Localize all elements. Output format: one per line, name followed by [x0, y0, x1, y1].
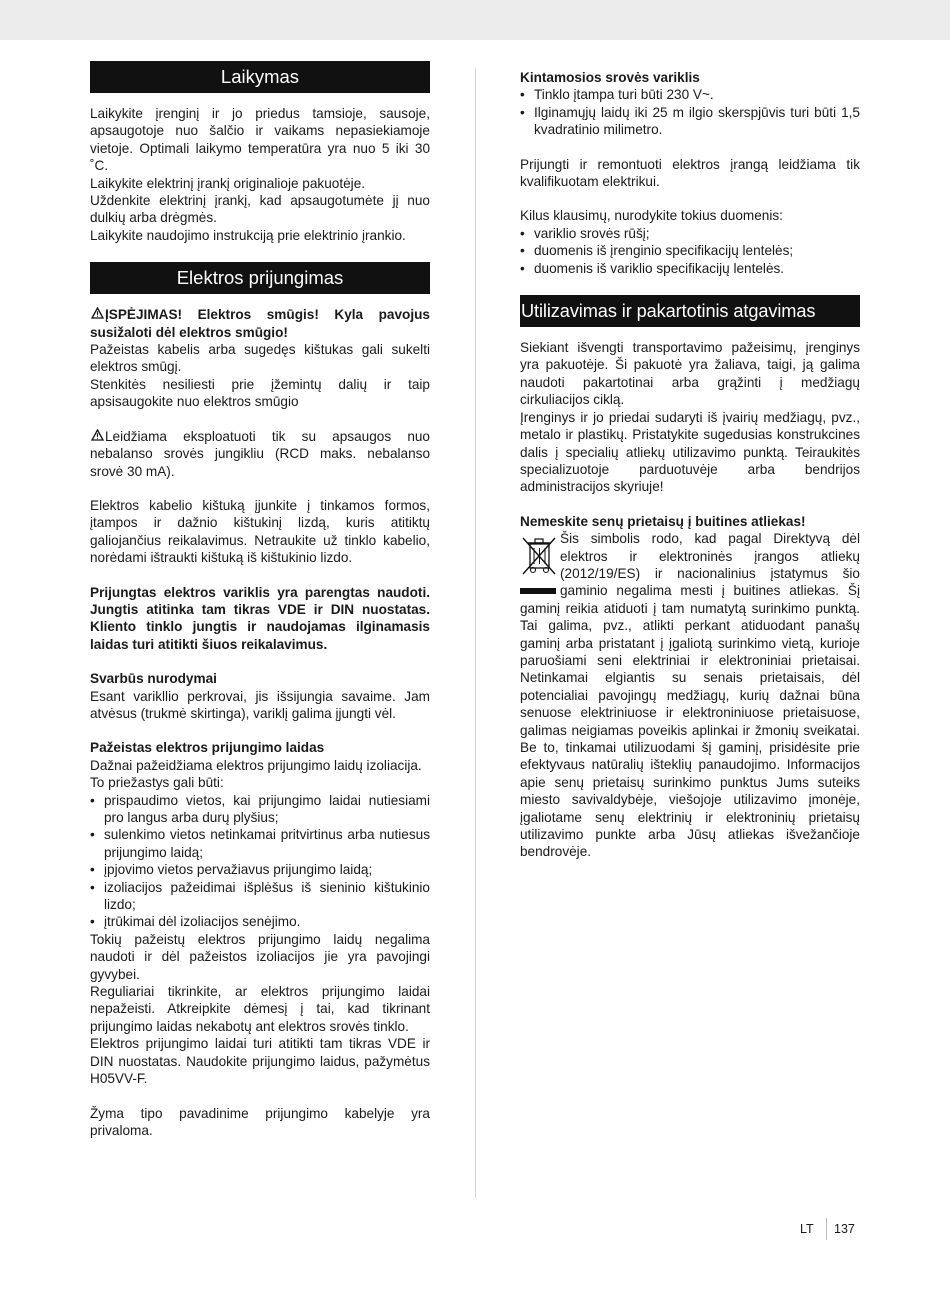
damaged-cable-text: Reguliariai tikrinkite, ar elektros prijungimo laidai nepažeisti. Atkreipkite dėmesį į tai, kad tikrinant prijungimo laidas nekabotų ant elektros srovės tinklo.: [90, 984, 430, 1034]
language-code: LT: [800, 1222, 814, 1236]
list-item: • sulenkimo vietos netinkamai pritvirtinus arba nutiesus prijungimo laidą;: [90, 826, 430, 861]
ac-motor-title: Kintamosios srovės variklis: [520, 70, 700, 85]
list-item: • Tinklo įtampa turi būti 230 V~.: [520, 86, 860, 103]
disposal-heading: Utilizavimas ir pakartotinis atgavimas: [520, 295, 860, 327]
warning-triangle-icon: [90, 307, 105, 319]
crossed-out-bin-icon: [520, 534, 558, 598]
plug-note: Elektros kabelio kištuką įjunkite į tinkamos formos, įtampos ir dažnio kištukinį lizdą, kuris atitiktų galiojančius reikalavimus. Netraukite už tinklo kabelio, norėdami ištraukti kištuką iš kištukinio lizdo.: [90, 497, 430, 566]
weee-block: [520, 530, 860, 861]
storage-paragraph: Uždenkite elektrinį įrankį, kad apsaugotumėte jį nuo dulkių arba drėgmės.: [90, 193, 430, 226]
list-item: • Ilginamųjų laidų iki 25 m ilgio skerspjūvis turi būti 1,5 kvadratinio milimetro.: [520, 104, 860, 139]
column-divider: [475, 68, 476, 1198]
page-number: 137: [834, 1222, 855, 1236]
ac-motor-list: [520, 86, 860, 138]
list-item: • duomenis iš įrenginio specifikacijų lentelės;: [520, 242, 860, 259]
list-item: • įtrūkimai dėl izoliacijos senėjimo.: [90, 913, 430, 930]
weee-title: Nemeskite senų prietaisų į buitines atliekas!: [520, 513, 806, 529]
top-bar: [0, 0, 950, 40]
storage-heading: Laikymas: [90, 61, 430, 93]
storage-paragraph: Laikykite įrenginį ir jo priedus tamsioje, sausoje, apsaugotoje nuo šalčio ir vaikams nepasiekiamoje vietoje. Optimali laikymo temperatūra yra nuo 5 iki 30 ˚C.: [90, 106, 430, 174]
list-item: • variklio srovės rūšį;: [520, 225, 860, 242]
causes-intro: To priežastys gali būti:: [90, 775, 224, 791]
rcd-note: Leidžiama eksploatuoti tik su apsaugos nuo nebalanso srovės jungikliu (RCD maks. nebalanso srovė 30 mA).: [90, 428, 430, 479]
questions-intro: Kilus klausimų, nurodykite tokius duomenis:: [520, 208, 783, 224]
warning-text: Stenkitės nesiliesti prie įžemintų dalių ir taip apsisaugokite nuo elektros smūgio: [90, 376, 430, 410]
list-item: • įpjovimo vietos pervažiavus prijungimo laidą;: [90, 861, 430, 878]
list-item: • izoliacijos pažeidimai išplėšus iš sieninio kištukinio lizdo;: [90, 879, 430, 914]
causes-list: [90, 792, 430, 931]
damaged-cable-text: Elektros prijungimo laidai turi atitikti tam tikras VDE ir DIN nuostatas. Naudokite prijungimo laidus, pažymėtus H05VV-F.: [90, 1036, 430, 1087]
electrician-note: Prijungti ir remontuoti elektros įrangą leidžiama tik kvalifikuotam elektrikui.: [520, 156, 860, 190]
damaged-cable-text: Dažnai pažeidžiama elektros prijungimo laidų izoliacija.: [90, 757, 422, 773]
disposal-paragraph: Įrenginys ir jo priedai sudaryti iš įvairių medžiagų, pvz., metalo ir plastikų. Pristatykite sugedusias konstrukcines dalis į specialių atliekų utilizavimo punktą. Teiraukitės specializuotoje parduotuvėje arba bendrijos administracijos skyriuje!: [520, 409, 860, 495]
type-label-note: Žyma tipo pavadinime prijungimo kabelyje yra privaloma.: [90, 1105, 430, 1138]
weee-text: Šis simbolis rodo, kad pagal Direktyvą dėl elektros ir elektroninės įrangos atliekų (2012/19/ES) ir nacionalinius įstatymus šio gaminio negalima mesti į buitines atliekas. Šį gaminį reikia atiduoti į tam numatytą surinkimo punktą. Tai galima, pvz., atlikti perkant atiduodant panašų gaminį arba pristatant į įgaliotą surinkimo vietą, kurioje paruošiami seni elektriniai ir elektroniniai prietaisai. Netinkamai elgiantis su senais prietaisais, dėl potencialiai pavojingų medžiagų, kurių dažnai būna senuose elektriniuose ir elektroniniuose prietaisuose, galimas neigiamas poveikis aplinkai ir žmonių sveikatai. Be to, tinkamai utilizuodami šį gaminį, prisidėsite prie efektyvaus natūralių išteklių panaudojimo. Informacijos apie senų prietaisų surinkimo punktus Jums suteiks miesto savivaldybėje, viešojoje utilizavimo įmonėje, įgaliotame senų elektrinių ir elektroninių prietaisų utilizavimo punkte arba Jūsų atliekas išvežančioje bendrovėje.: [520, 531, 860, 860]
electrical-heading: Elektros prijungimas: [90, 262, 430, 294]
warning-text: Pažeistas kabelis arba sugedęs kištukas gali sukelti elektros smūgį.: [90, 342, 430, 375]
damaged-cable-text: Tokių pažeistų elektros prijungimo laidų negalima naudoti ir dėl pažeistos izoliacijos jie yra pavojingi gyvybei.: [90, 931, 430, 982]
questions-list: [520, 225, 860, 277]
storage-paragraph: Laikykite naudojimo instrukciją prie elektrinio įrankio.: [90, 227, 406, 243]
connected-motor-note: Prijungtas elektros variklis yra parengtas naudoti. Jungtis atitinka tam tikras VDE ir DIN nuostatas. Kliento tinklo jungtis ir naudojamas ilginamasis laidas turi atitikti šiuos reikalavimus.: [90, 584, 430, 652]
list-item: • prispaudimo vietos, kai prijungimo laidai nutiesiami pro langus arba durų plyšius;: [90, 792, 430, 827]
important-notes-title: Svarbūs nurodymai: [90, 671, 217, 687]
list-item: • duomenis iš variklio specifikacijų lentelės.: [520, 260, 860, 277]
warning-triangle-icon: [90, 429, 105, 441]
electric-shock-warning-title: ĮSPĖJIMAS! Elektros smūgis! Kyla pavojus susižaloti dėl elektros smūgio!: [90, 307, 430, 340]
left-column: [90, 61, 430, 1139]
damaged-cable-title: Pažeistas elektros prijungimo laidas: [90, 740, 325, 756]
right-column: [520, 61, 860, 861]
storage-paragraph: Laikykite elektrinį įrankį originalioje pakuotėje.: [90, 175, 366, 191]
important-notes-text: Esant varikllio perkrovai, jis išsijungia savaime. Jam atvėsus (trukmė skirtinga), variklį galima įjungti vėl.: [90, 688, 430, 721]
disposal-paragraph: Siekiant išvengti transportavimo pažeisimų, įrenginys yra pakuotėje. Ši pakuotė yra žaliava, taigi, ją galima naudoti pakartotinai arba grąžinti į medžiagų cirkuliacijos ciklą.: [520, 340, 860, 408]
footer-separator: [826, 1218, 827, 1240]
